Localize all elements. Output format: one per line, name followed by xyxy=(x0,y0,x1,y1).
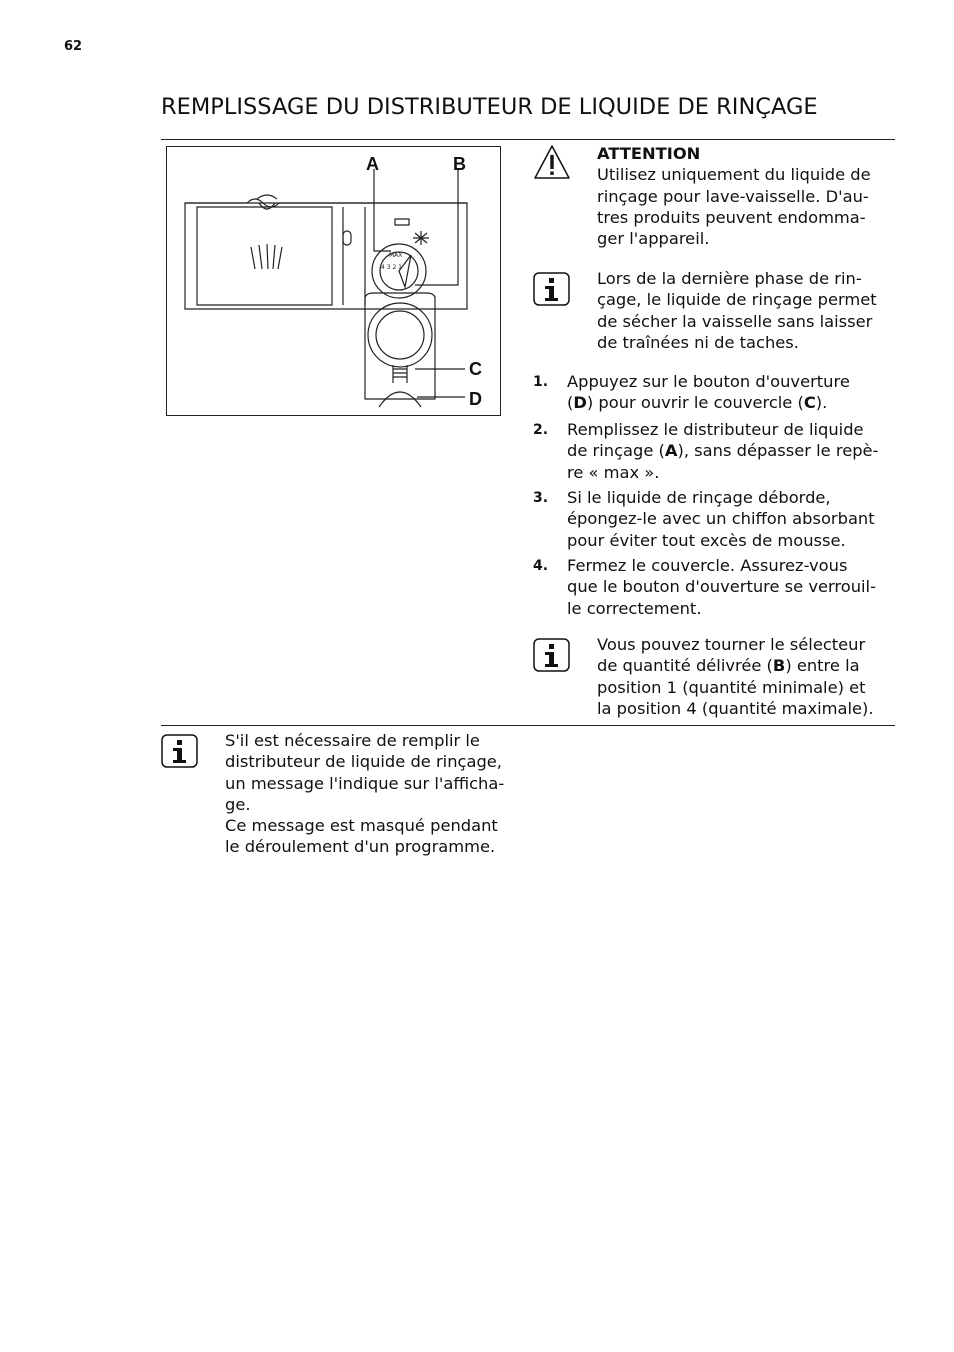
title-rule xyxy=(161,139,895,140)
info-line: position 1 (quantité minimale) et xyxy=(597,677,866,697)
info-note-selector xyxy=(597,634,892,719)
step-line: Fermez le couvercle. Assurez-vous xyxy=(567,556,848,575)
info-line: çage, le liquide de rinçage permet xyxy=(597,290,877,310)
attention-line: Utilisez uniquement du liquide de xyxy=(597,165,871,185)
step-item xyxy=(533,555,893,623)
label-a: A xyxy=(366,154,379,174)
step-number: 2. xyxy=(533,422,549,438)
dial-max-text: MAX xyxy=(389,252,403,259)
info-line: Ce message est masqué pendant xyxy=(225,816,498,836)
step-line: Appuyez sur le bouton d'ouverture xyxy=(567,372,850,391)
attention-line: tres produits peuvent endomma- xyxy=(597,207,866,227)
step-line: pour éviter tout excès de mousse. xyxy=(567,530,846,550)
info-line: distributeur de liquide de rinçage, xyxy=(225,752,502,772)
lid-c xyxy=(368,303,432,367)
step-line: re « max ». xyxy=(567,462,660,482)
step-number: 4. xyxy=(533,558,549,574)
step-number: 3. xyxy=(533,490,549,506)
info-line: de traînées ni de taches. xyxy=(597,332,799,352)
info-line: Lors de la dernière phase de rin- xyxy=(597,269,862,288)
dial-numbers: 4 3 2 1 xyxy=(381,264,402,271)
info-line: de quantité délivrée (B) entre la xyxy=(597,656,860,676)
info-line: la position 4 (quantité maximale). xyxy=(597,698,874,718)
step-line: que le bouton d'ouverture se verrouil- xyxy=(567,577,876,597)
step-item xyxy=(533,419,893,487)
label-d: D xyxy=(469,389,482,409)
step-line: Si le liquide de rinçage déborde, xyxy=(567,488,831,507)
step-item xyxy=(533,487,893,555)
dispenser-figure xyxy=(166,146,501,416)
page-title: REMPLISSAGE DU DISTRIBUTEUR DE LIQUIDE DE RINÇAGE xyxy=(161,94,818,120)
section-rule xyxy=(161,725,895,726)
page-number: 62 xyxy=(64,39,83,54)
info-icon xyxy=(161,734,198,768)
attention-note xyxy=(597,143,892,249)
info-note-rinse xyxy=(597,268,892,353)
info-note-display xyxy=(225,730,515,858)
info-icon xyxy=(533,638,570,672)
step-number: 1. xyxy=(533,374,549,390)
warning-triangle-icon xyxy=(533,144,571,180)
attention-line: rinçage pour lave-vaisselle. D'au- xyxy=(597,186,869,206)
attention-line: ger l'appareil. xyxy=(597,229,710,249)
info-line: ge. xyxy=(225,794,251,814)
step-line: Remplissez le distributeur de liquide xyxy=(567,420,864,439)
steps-list xyxy=(533,371,893,623)
step-line: épongez-le avec un chiffon absorbant xyxy=(567,509,875,529)
label-b: B xyxy=(453,154,466,174)
step-item xyxy=(533,371,893,419)
detergent-lid xyxy=(197,207,332,305)
info-icon xyxy=(533,272,570,306)
step-line: de rinçage (A), sans dépasser le repè- xyxy=(567,441,879,461)
step-line: (D) pour ouvrir le couvercle (C). xyxy=(567,393,828,413)
dispenser-illustration xyxy=(167,147,500,415)
step-line: le correctement. xyxy=(567,598,702,618)
label-c: C xyxy=(469,359,482,379)
info-line: Vous pouvez tourner le sélecteur xyxy=(597,635,866,654)
info-line: de sécher la vaisselle sans laisser xyxy=(597,311,873,331)
attention-title: ATTENTION xyxy=(597,144,701,163)
rinse-level-window xyxy=(343,231,351,245)
info-line: un message l'indique sur l'afficha- xyxy=(225,773,505,793)
info-line: le déroulement d'un programme. xyxy=(225,837,496,857)
info-line: S'il est nécessaire de remplir le xyxy=(225,731,480,750)
